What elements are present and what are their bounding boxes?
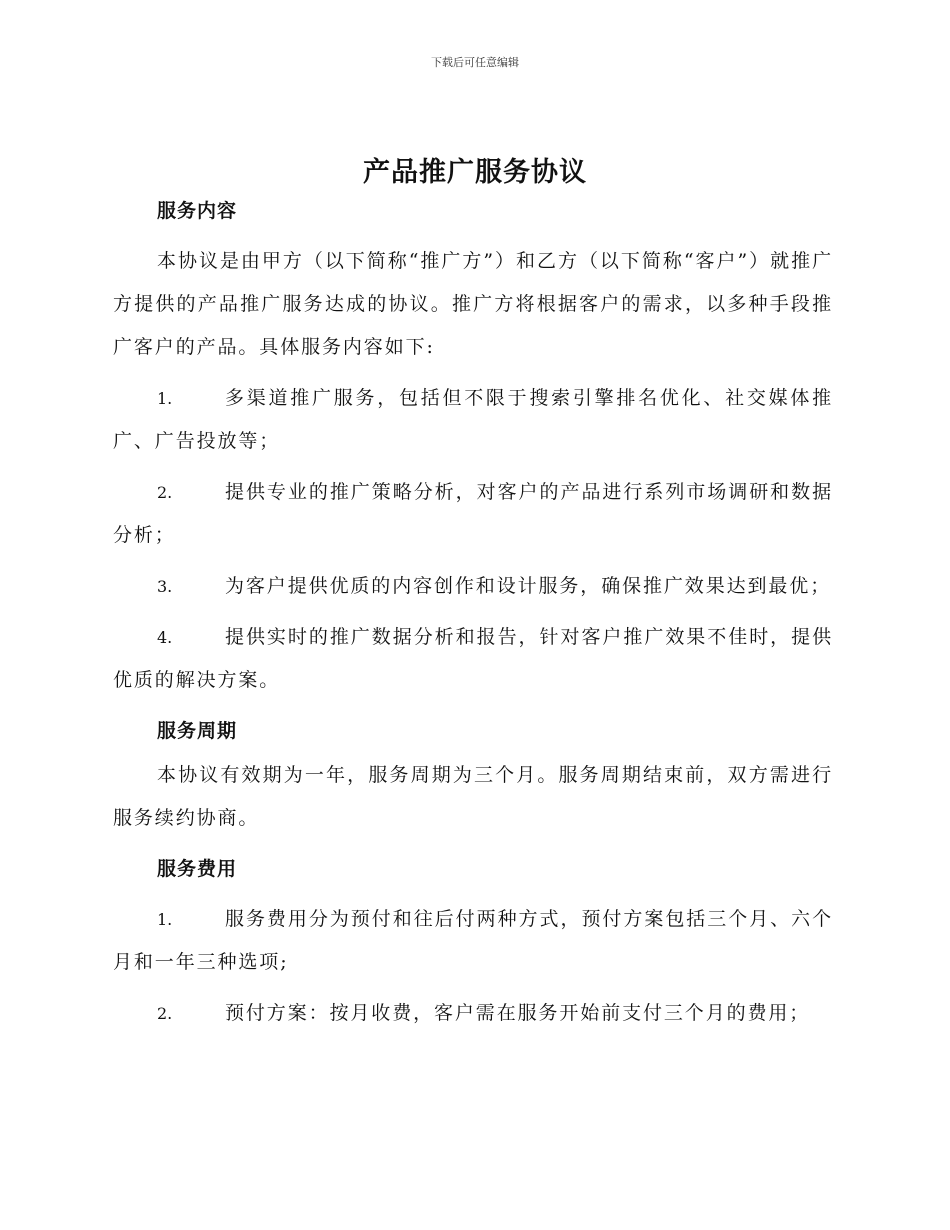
- list-item: [113, 898, 833, 984]
- list-item: [113, 565, 833, 608]
- list-item: [113, 616, 833, 702]
- list-item-text: 提供专业的推广策略分析，对客户的产品进行系列市场调研和数据分析；: [113, 481, 833, 546]
- list-item-text: 预付方案：按月收费，客户需在服务开始前支付三个月的费用；: [225, 1002, 811, 1024]
- list-item: [113, 992, 833, 1035]
- list-item-text: 服务费用分为预付和往后付两种方式，预付方案包括三个月、六个月和一年三种选项;: [113, 908, 833, 973]
- list-item-number: 3.: [157, 577, 173, 596]
- list-item-text: 提供实时的推广数据分析和报告，针对客户推广效果不佳时，提供优质的解决方案。: [113, 626, 833, 691]
- section-intro-paragraph: 本协议是由甲方（以下简称“推广方”）和乙方（以下简称“客户”）就推广方提供的产品推广服务达成的协议。推广方将根据客户的需求，以多种手段推广客户的产品。具体服务内容如下:: [113, 250, 833, 358]
- section-heading-service-fees: 服务费用: [157, 858, 238, 880]
- page-header-note: 下载后可任意编辑: [431, 56, 519, 69]
- section-heading-service-period: 服务周期: [157, 720, 238, 742]
- document-title: 产品推广服务协议: [363, 157, 587, 188]
- section-heading-service-content: 服务内容: [157, 200, 238, 222]
- list-item-text: 多渠道推广服务，包括但不限于搜索引擎排名优化、社交媒体推广、广告投放等；: [113, 387, 833, 452]
- list-item-number: 1.: [157, 910, 173, 929]
- list-item-number: 2.: [157, 483, 173, 502]
- document-body: [113, 196, 833, 1035]
- list-item: [113, 471, 833, 557]
- list-item-text: 为客户提供优质的内容创作和设计服务，确保推广效果达到最优；: [225, 575, 832, 597]
- section-intro-paragraph: 本协议有效期为一年，服务周期为三个月。服务周期结束前，双方需进行服务续约协商。: [113, 764, 833, 829]
- list-item: [113, 377, 833, 463]
- list-item-number: 1.: [157, 389, 173, 408]
- list-item-number: 4.: [157, 628, 173, 647]
- list-item-number: 2.: [157, 1004, 173, 1023]
